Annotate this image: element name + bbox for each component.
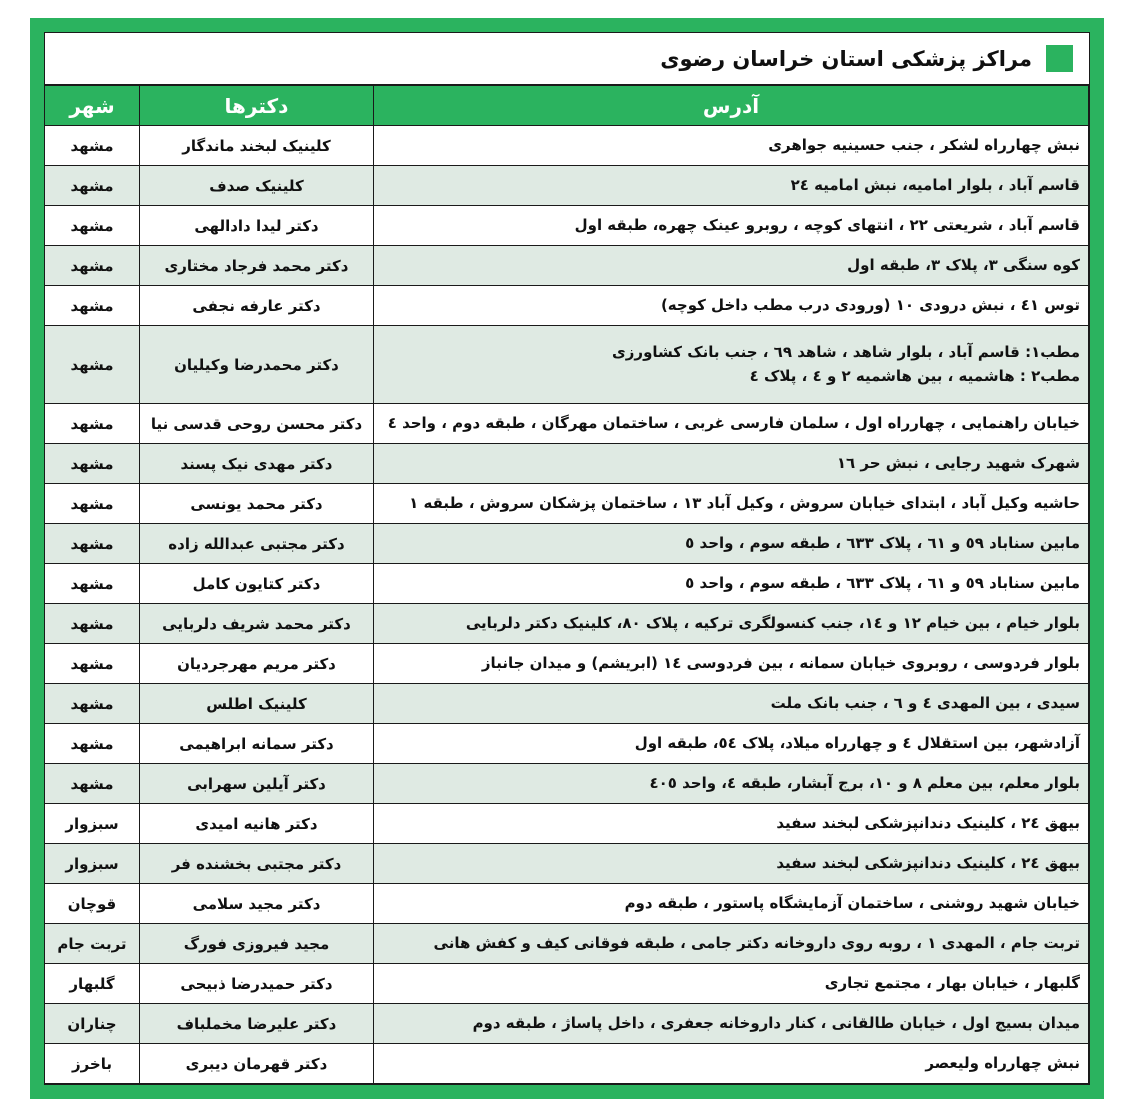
cell-address: قاسم آباد ، بلوار امامیه، نبش امامیه ٢٤ [374, 166, 1089, 206]
cell-doctor: دکتر مجتبی بخشنده فر [140, 844, 374, 884]
cell-address: بیهق ٢٤ ، کلینیک دندانپزشکی لبخند سفید [374, 804, 1089, 844]
title-bar [45, 33, 1089, 85]
cell-city: مشهد [45, 644, 140, 684]
cell-city: مشهد [45, 246, 140, 286]
cell-address: حاشیه وکیل آباد ، ابتدای خیابان سروش ، وکیل آباد ١٣ ، ساختمان پزشکان سروش ، طبقه ١ [374, 484, 1089, 524]
cell-address: آزادشهر، بین استقلال ٤ و چهارراه میلاد، پلاک ٥٤، طبقه اول [374, 724, 1089, 764]
cell-address: مابین سناباد ٥٩ و ٦١ ، پلاک ٦٣٣ ، طبقه سوم ، واحد ٥ [374, 564, 1089, 604]
cell-address: توس ٤١ ، نبش درودی ١٠ (ورودی درب مطب داخل کوچه) [374, 286, 1089, 326]
cell-city: مشهد [45, 326, 140, 404]
cell-city: مشهد [45, 286, 140, 326]
cell-address: میدان بسیج اول ، خیابان طالقانی ، کنار داروخانه جعفری ، داخل پاساژ ، طبقه دوم [374, 1004, 1089, 1044]
cell-doctor: دکتر محمد فرجاد مختاری [140, 246, 374, 286]
cell-city: مشهد [45, 206, 140, 246]
column-header-address: آدرس [374, 86, 1089, 126]
cell-city: مشهد [45, 484, 140, 524]
cell-doctor: دکتر محمدرضا وکیلیان [140, 326, 374, 404]
table-row [45, 484, 1089, 524]
table-row [45, 1044, 1089, 1084]
page-title: مراکز پزشکی استان خراسان رضوی [660, 46, 1032, 71]
cell-doctor: کلینیک صدف [140, 166, 374, 206]
cell-city: قوچان [45, 884, 140, 924]
cell-city: مشهد [45, 126, 140, 166]
cell-doctor: دکتر مجید سلامی [140, 884, 374, 924]
cell-doctor: دکتر لیدا دادالهی [140, 206, 374, 246]
table-row [45, 684, 1089, 724]
cell-doctor: دکتر سمانه ابراهیمی [140, 724, 374, 764]
cell-doctor: کلینیک لبخند ماندگار [140, 126, 374, 166]
table-row [45, 804, 1089, 844]
column-header-doctors: دکترها [140, 86, 374, 126]
cell-address: نبش چهارراه لشکر ، جنب حسینیه جواهری [374, 126, 1089, 166]
cell-doctor: دکتر محسن روحی قدسی نیا [140, 404, 374, 444]
table-row [45, 844, 1089, 884]
cell-doctor: دکتر محمد شریف دلربایی [140, 604, 374, 644]
table-row [45, 964, 1089, 1004]
cell-doctor: دکتر عارفه نجفی [140, 286, 374, 326]
table-row [45, 404, 1089, 444]
cell-city: مشهد [45, 404, 140, 444]
table-row [45, 444, 1089, 484]
cell-address: شهرک شهید رجایی ، نبش حر ١٦ [374, 444, 1089, 484]
cell-doctor: دکتر هانیه امیدی [140, 804, 374, 844]
cell-doctor: کلینیک اطلس [140, 684, 374, 724]
cell-doctor: دکتر کتایون کامل [140, 564, 374, 604]
cell-doctor: دکتر قهرمان دیبری [140, 1044, 374, 1084]
cell-doctor: دکتر محمد یونسی [140, 484, 374, 524]
document-body [44, 32, 1090, 1085]
cell-address: خیابان شهید روشنی ، ساختمان آزمایشگاه پاستور ، طبقه دوم [374, 884, 1089, 924]
cell-city: مشهد [45, 764, 140, 804]
cell-address: بیهق ٢٤ ، کلینیک دندانپزشکی لبخند سفید [374, 844, 1089, 884]
cell-city: سبزوار [45, 804, 140, 844]
table-row [45, 1004, 1089, 1044]
cell-address: تربت جام ، المهدی ١ ، روبه روی داروخانه دکتر جامی ، طبقه فوقانی کیف و کفش هانی [374, 924, 1089, 964]
cell-address [374, 326, 1089, 404]
medical-centers-table [44, 85, 1089, 1084]
cell-address: گلبهار ، خیابان بهار ، مجتمع تجاری [374, 964, 1089, 1004]
document-frame [30, 18, 1104, 1099]
table-row [45, 884, 1089, 924]
cell-city: مشهد [45, 604, 140, 644]
cell-city: باخرز [45, 1044, 140, 1084]
table-header [45, 86, 1089, 126]
cell-doctor: دکتر مریم مهرجردیان [140, 644, 374, 684]
cell-city: مشهد [45, 684, 140, 724]
cell-doctor: دکتر مجتبی عبدالله زاده [140, 524, 374, 564]
table-row [45, 924, 1089, 964]
cell-address: بلوار فردوسی ، روبروی خیابان سمانه ، بین فردوسی ١٤ (ابریشم) و میدان جانباز [374, 644, 1089, 684]
cell-address: خیابان راهنمایی ، چهارراه اول ، سلمان فارسی غربی ، ساختمان مهرگان ، طبقه دوم ، واحد ٤ [374, 404, 1089, 444]
cell-city: چناران [45, 1004, 140, 1044]
cell-city: مشهد [45, 166, 140, 206]
cell-address: مابین سناباد ٥٩ و ٦١ ، پلاک ٦٣٣ ، طبقه سوم ، واحد ٥ [374, 524, 1089, 564]
table-body [45, 126, 1089, 1084]
cell-address: بلوار معلم، بین معلم ٨ و ١٠، برج آبشار، طبقه ٤، واحد ٤٠٥ [374, 764, 1089, 804]
cell-city: مشهد [45, 524, 140, 564]
table-row [45, 166, 1089, 206]
cell-doctor: دکتر مهدی نیک پسند [140, 444, 374, 484]
address-line: مطب١: قاسم آباد ، بلوار شاهد ، شاهد ٦٩ ، جنب بانک کشاورزی [612, 343, 1080, 362]
table-row [45, 644, 1089, 684]
table-row [45, 564, 1089, 604]
cell-city: مشهد [45, 564, 140, 604]
cell-address: بلوار خیام ، بین خیام ١٢ و ١٤، جنب کنسولگری ترکیه ، پلاک ٨٠، کلینیک دکتر دلربایی [374, 604, 1089, 644]
cell-doctor: مجید فیروزی فورگ [140, 924, 374, 964]
cell-city: تربت جام [45, 924, 140, 964]
cell-doctor: دکتر علیرضا مخملباف [140, 1004, 374, 1044]
cell-city: گلبهار [45, 964, 140, 1004]
cell-address: نبش چهارراه ولیعصر [374, 1044, 1089, 1084]
table-row [45, 604, 1089, 644]
cell-address: کوه سنگی ٣، پلاک ٣، طبقه اول [374, 246, 1089, 286]
table-row [45, 326, 1089, 404]
table-row [45, 524, 1089, 564]
cell-address: سیدی ، بین المهدی ٤ و ٦ ، جنب بانک ملت [374, 684, 1089, 724]
table-row [45, 246, 1089, 286]
table-row [45, 286, 1089, 326]
table-row [45, 724, 1089, 764]
cell-doctor: دکتر آیلین سهرابی [140, 764, 374, 804]
cell-doctor: دکتر حمیدرضا ذبیحی [140, 964, 374, 1004]
table-row [45, 206, 1089, 246]
table-row [45, 126, 1089, 166]
header-row [45, 86, 1089, 126]
green-square-bullet-icon [1046, 45, 1073, 72]
table-row [45, 764, 1089, 804]
column-header-city: شهر [45, 86, 140, 126]
cell-city: سبزوار [45, 844, 140, 884]
cell-city: مشهد [45, 444, 140, 484]
cell-address: قاسم آباد ، شریعتی ٢٢ ، انتهای کوچه ، روبرو عینک چهره، طبقه اول [374, 206, 1089, 246]
cell-city: مشهد [45, 724, 140, 764]
address-line: مطب٢ : هاشمیه ، بین هاشمیه ٢ و ٤ ، پلاک ٤ [749, 366, 1080, 385]
